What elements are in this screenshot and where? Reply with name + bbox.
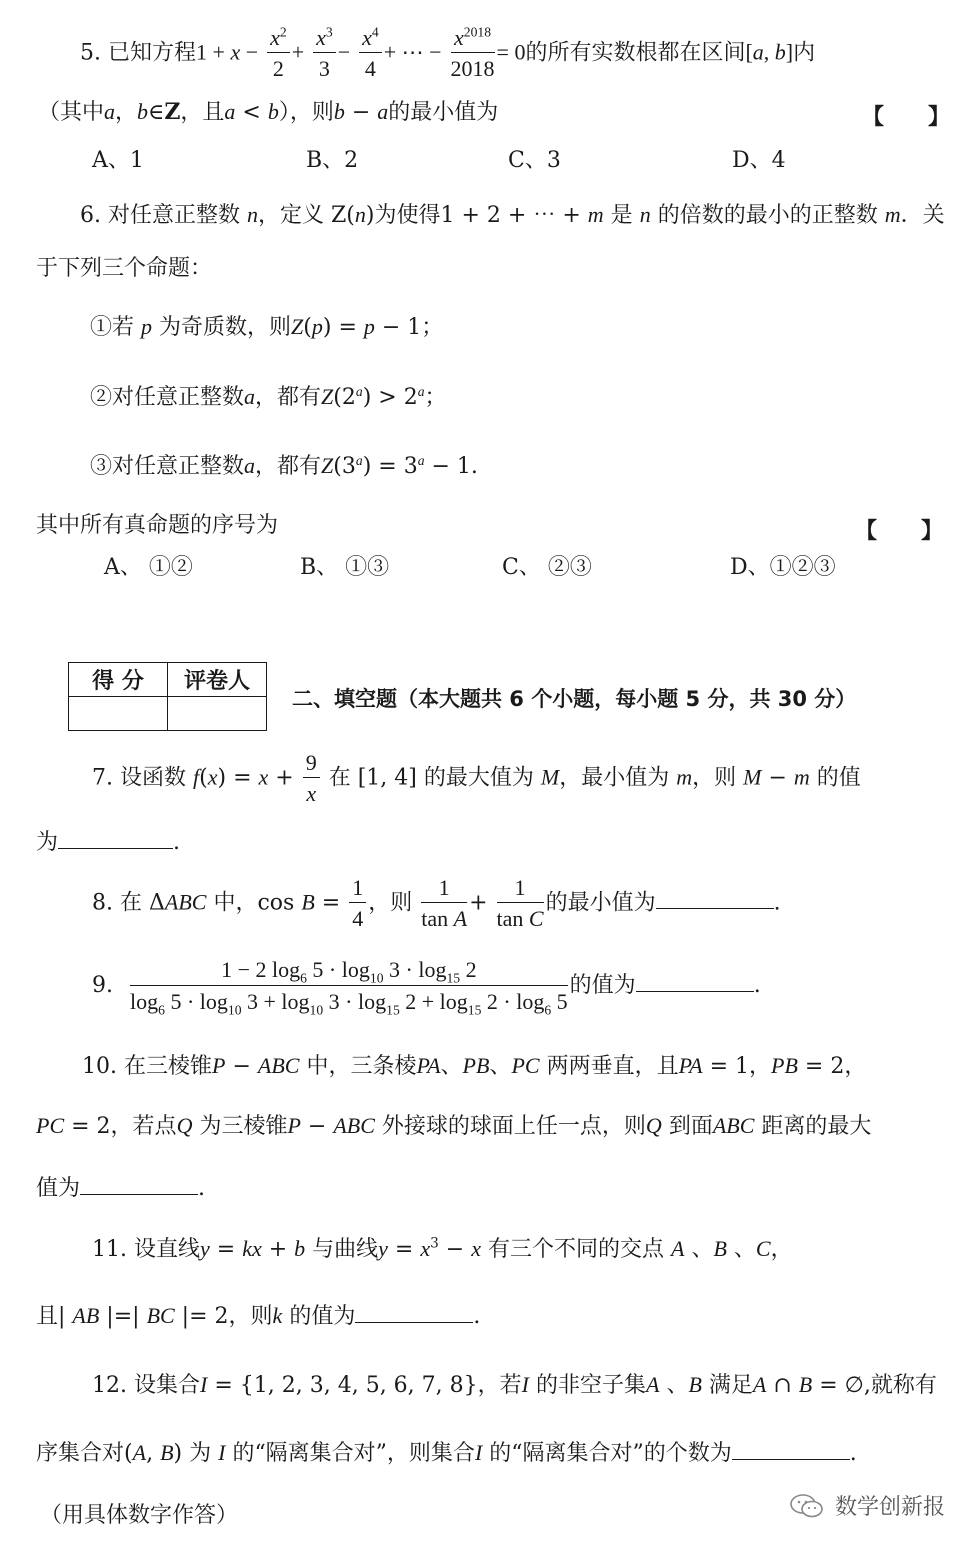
q6-text: ，定义 [258, 203, 325, 228]
q12-line2: 序集合对(A, B) 为 I 的“隔离集合对”，则集合I 的“隔离集合对”的个数为 . [36, 1440, 857, 1466]
q9-line1: 9. $\frac{1 - 2 \log_6 5 \cdot \log_{10} 3 \cdot \log_{15} 2}{\log_6 5 \cdot \log_{10} 3 + \log_{10} 3 \cdot \log_{15} 2 + \log_{15} 2 \cdot \log_6 5}$ 的值为 . [92, 957, 761, 1018]
q8-text: 在 [120, 890, 143, 916]
q6-text: 为使得 [374, 203, 441, 228]
q10-line2: PC = 2，若点Q 为三棱锥P − ABC 外接球的球面上任一点，则Q 到面ABC 距离的最大 [36, 1113, 872, 1139]
q6-text: 的倍数的最小的正整数 [657, 203, 878, 228]
q11-line1: 11. 设直线y = kx + b 与曲线$y = x^3 - x$ 有三个不同的交点 A 、B 、C， [92, 1235, 793, 1262]
q12-text: 的“隔离集合对”，则集合 [232, 1441, 475, 1466]
q7-line2: 为 . [36, 830, 181, 855]
q10-line3: 值为 . [36, 1176, 206, 1201]
q6-answer-bracket: 【 】 [855, 519, 944, 544]
q7-answer-blank[interactable] [58, 847, 173, 849]
q6-proposition-1: ①若 p 为奇质数，则Z(p) = p − 1； [90, 314, 444, 340]
q8-text: 中， [213, 890, 258, 916]
wechat-icon [789, 1493, 825, 1519]
q5-line1: 5. 已知方程1 + x − $\frac{x^2}{2}$ + $\frac{x^3}{3}$ − $\frac{x^4}{4}$ + ⋯ − $\frac{x^{2018}}{2018}$ = 0的所有实数根都在区间[a, b]内 [80, 24, 816, 82]
q11-text: 设直线 [134, 1237, 201, 1262]
q12-number: 12. [92, 1373, 127, 1398]
q10-text: 为三棱锥 [199, 1114, 288, 1139]
q5-choice-b: B、2 [306, 148, 359, 173]
q6-text: ①若 [90, 315, 135, 340]
q10-line1: 10. 在三棱锥P − ABC 中，三条棱PA、PB、PC 两两垂直，且PA = 1，PB = 2， [82, 1053, 867, 1079]
q7-text: 为 [36, 830, 59, 855]
q8-number: 8. [92, 890, 113, 916]
q12-line1: 12. 设集合I = {1, 2, 3, 4, 5, 6, 7, 8}，若I 的非空子集A 、B 满足A ∩ B = ∅,就称有 [92, 1372, 937, 1398]
q8-line1: 8. 在 ΔABC 中，cos B = $\frac{1}{4}$ ，则 $\frac{1}{\text{tan A}}$ + $\frac{1}{\text{tan C}}$ 的最小值为 . [92, 875, 781, 932]
q11-line2: 且| AB |=| BC |= 2，则k 的值为 . [36, 1303, 481, 1329]
q9-answer-blank[interactable] [636, 990, 754, 992]
q7-number: 7. [92, 765, 113, 791]
grader-cell[interactable] [168, 697, 267, 731]
score-header: 得 分 [69, 663, 168, 697]
q6-text: 为奇质数，则 [159, 315, 292, 340]
q10-answer-blank[interactable] [80, 1193, 198, 1195]
q12-text: 设集合 [134, 1373, 201, 1398]
q11-text: 且 [36, 1304, 59, 1329]
q6-line2: 于下列三个命题： [36, 256, 213, 281]
q10-text: 、 [489, 1054, 512, 1079]
q6-text: ③对任意正整数 [90, 454, 245, 479]
q5-text: 的所有实数根都在区间 [525, 40, 746, 66]
q10-text: 距离的最大 [761, 1114, 872, 1139]
section-title: 二、填空题（本大题共 6 个小题，每小题 5 分，共 30 分） [292, 687, 857, 711]
q10-text: ，若点 [110, 1114, 177, 1139]
q10-text: 值为 [36, 1176, 81, 1201]
q11-answer-blank[interactable] [355, 1321, 473, 1323]
q10-number: 10. [82, 1054, 117, 1079]
q8-text: 的最小值为 [545, 890, 656, 916]
q8-answer-blank[interactable] [656, 907, 774, 909]
q6-proposition-2: ②对任意正整数a，都有$Z(2^a) > 2^a$； [90, 383, 447, 410]
q10-text: 中，三条棱 [306, 1054, 417, 1079]
q5-text: ），则 [278, 100, 334, 125]
q6-line1: 6. 对任意正整数 n，定义 Z(n)为使得1 + 2 + ⋯ + m 是 n 的倍数的最小的正整数 m．关 [80, 202, 945, 228]
q11-text: 与曲线 [312, 1237, 379, 1262]
q7-text: ，最小值为 [559, 765, 670, 791]
q12-text: 为 [189, 1441, 212, 1466]
q6-text: ．关 [900, 203, 945, 228]
q7-text: ，则 [692, 765, 737, 791]
q5-choice-a: A、1 [92, 148, 144, 173]
watermark [789, 1490, 945, 1521]
q9-number: 9. [92, 972, 113, 998]
grader-header: 评卷人 [168, 663, 267, 697]
q12-line3: （用具体数字作答） [40, 1503, 239, 1528]
q9-text: 的值为 [569, 972, 636, 998]
q11-text: 有三个不同的交点 [487, 1237, 664, 1262]
q10-text: 在三棱锥 [124, 1054, 213, 1079]
q5-text: 的最小值为 [388, 100, 499, 125]
q6-ask: 其中所有真命题的序号为 [36, 513, 279, 538]
q5-number: 5. [80, 40, 101, 66]
q5-text: （其中 [38, 100, 105, 125]
q7-text: 的最大值为 [423, 765, 534, 791]
q5-text: 已知方程 [108, 40, 197, 66]
q10-text: 到面 [668, 1114, 713, 1139]
q12-answer-blank[interactable] [732, 1458, 850, 1460]
q6-choice-b: B、 ①③ [300, 555, 390, 580]
q6-text: ，都有 [255, 385, 322, 410]
q6-text: 对任意正整数 [108, 203, 241, 228]
q6-proposition-3: ③对任意正整数a，都有$Z(3^a) = 3^a - 1$. [90, 452, 478, 479]
q11-text: 的值为 [289, 1304, 356, 1329]
q7-text: 设函数 [120, 765, 187, 791]
q12-text: ，若 [477, 1373, 522, 1398]
q7-text: 的值 [816, 765, 861, 791]
q6-text: 是 [610, 203, 633, 228]
q5-answer-bracket: 【 】 [862, 105, 951, 130]
q10-text: 外接球的球面上任一点，则 [381, 1114, 646, 1139]
q12-text: 序集合对 [36, 1441, 125, 1466]
q7-text: 在 [328, 765, 351, 791]
watermark-text: 数学创新报 [834, 1495, 945, 1520]
q6-choice-d: D、①②③ [730, 555, 836, 580]
q5-text: ，且 [180, 100, 225, 125]
q11-text: ，则 [228, 1304, 273, 1329]
q5-line2: （其中a，b∈Z，且a < b），则b − a的最小值为 [38, 99, 499, 125]
q8-text: ，则 [368, 890, 413, 916]
q5-choice-d: D、4 [732, 148, 786, 173]
q6-text: ，都有 [255, 454, 322, 479]
q5-choice-c: C、3 [508, 148, 561, 173]
q12-text: 满足 [708, 1373, 753, 1398]
q12-text: ,就称有 [863, 1373, 937, 1398]
q6-choice-c: C、 ②③ [502, 555, 592, 580]
score-table [68, 662, 267, 731]
q10-text: 两两垂直，且 [546, 1054, 679, 1079]
q6-text: ②对任意正整数 [90, 385, 245, 410]
q11-number: 11. [92, 1237, 127, 1262]
q10-text: 、 [440, 1054, 463, 1079]
score-cell[interactable] [69, 697, 168, 731]
q6-number: 6. [80, 203, 101, 228]
q5-text: 内 [793, 40, 816, 66]
q12-text: 的“隔离集合对”的个数为 [489, 1441, 732, 1466]
q6-choice-a: A、 ①② [104, 555, 193, 580]
q7-line1: 7. 设函数 f(x) = x + $\frac{9}{x}$ 在 [1, 4] 的最大值为 M，最小值为 m，则 M − m 的值 [92, 750, 861, 807]
q12-text: 的非空子集 [535, 1373, 646, 1398]
